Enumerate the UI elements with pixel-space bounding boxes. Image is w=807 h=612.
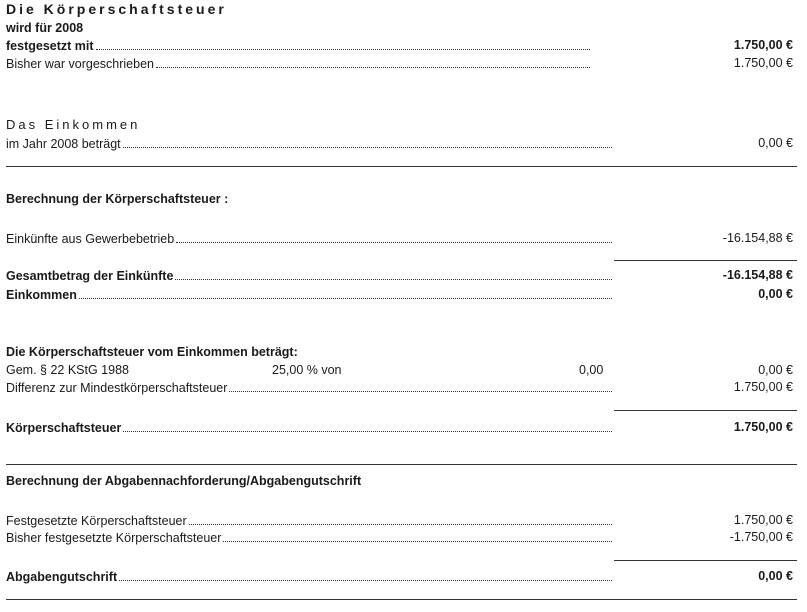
leader-dots	[119, 580, 612, 581]
bisher-festgesetzte-label: Bisher festgesetzte Körperschaftsteuer	[6, 531, 222, 545]
leader-dots	[123, 147, 612, 148]
sum-line	[614, 260, 797, 261]
festgesetzte-label: Festgesetzte Körperschaftsteuer	[6, 514, 187, 528]
sum-line	[614, 560, 797, 561]
bisher-festgesetzte-row	[6, 530, 612, 545]
leader-dots	[175, 279, 612, 280]
differenz-row	[6, 380, 612, 395]
kst-amount: 1.750,00 €	[733, 420, 793, 434]
gesamtbetrag-label: Gesamtbetrag der Einkünfte	[6, 269, 174, 283]
bisher-label: Bisher war vorgeschrieben	[6, 57, 154, 71]
section-divider	[6, 464, 797, 465]
festgesetzt-row	[6, 38, 590, 53]
gutschrift-row	[6, 569, 612, 584]
leader-dots	[229, 391, 612, 392]
einkommen-amount: 0,00 €	[758, 136, 793, 150]
leader-dots	[189, 524, 612, 525]
differenz-label: Differenz zur Mindestkörperschaftsteuer	[6, 381, 228, 395]
einkommen-label: im Jahr 2008 beträgt	[6, 137, 121, 151]
einkuenfte-row	[6, 231, 612, 246]
leader-dots	[96, 49, 590, 50]
bisher-row	[6, 56, 590, 71]
berechnung-kst-title: Berechnung der Körperschaftsteuer :	[6, 192, 229, 206]
festgesetzte-row	[6, 513, 612, 528]
einkommen-row	[6, 136, 612, 151]
leader-dots	[176, 242, 612, 243]
differenz-amount: 1.750,00 €	[733, 380, 793, 394]
page-subtitle: wird für 2008	[6, 21, 84, 35]
leader-dots	[223, 541, 612, 542]
leader-dots	[79, 298, 612, 299]
einkuenfte-amount: -16.154,88 €	[722, 231, 793, 245]
gem-label: Gem. § 22 KStG 1988	[6, 363, 129, 377]
einkuenfte-label: Einkünfte aus Gewerbebetrieb	[6, 232, 175, 246]
kst-vom-einkommen-title: Die Körperschaftsteuer vom Einkommen beträgt:	[6, 345, 298, 359]
page-title: Die Körperschaftsteuer	[6, 1, 227, 17]
einkommen-title: Das Einkommen	[6, 117, 141, 132]
gem-rate: 25,00 % von	[272, 363, 342, 377]
bisher-festgesetzte-amount: -1.750,00 €	[729, 530, 793, 544]
festgesetzt-amount: 1.750,00 €	[733, 38, 793, 52]
kst-row	[6, 420, 612, 435]
gem-base: 0,00	[579, 363, 604, 377]
bisher-amount: 1.750,00 €	[733, 56, 793, 70]
leader-dots	[156, 67, 590, 68]
festgesetzte-amount: 1.750,00 €	[733, 513, 793, 527]
leader-dots	[123, 431, 612, 432]
section-divider	[6, 599, 797, 600]
gem-amount: 0,00 €	[758, 363, 793, 377]
section-divider	[6, 166, 797, 167]
festgesetzt-label: festgesetzt mit	[6, 39, 94, 53]
gesamtbetrag-amount: -16.154,88 €	[722, 268, 793, 282]
gutschrift-amount: 0,00 €	[758, 569, 793, 583]
einkommen-total-row	[6, 287, 612, 302]
sum-line	[614, 410, 797, 411]
einkommen-total-amount: 0,00 €	[758, 287, 793, 301]
gutschrift-label: Abgabengutschrift	[6, 570, 118, 584]
kst-label: Körperschaftsteuer	[6, 421, 122, 435]
abgaben-title: Berechnung der Abgabennachforderung/Abgabengutschrift	[6, 474, 362, 488]
gesamtbetrag-row	[6, 268, 612, 283]
einkommen-total-label: Einkommen	[6, 288, 77, 302]
